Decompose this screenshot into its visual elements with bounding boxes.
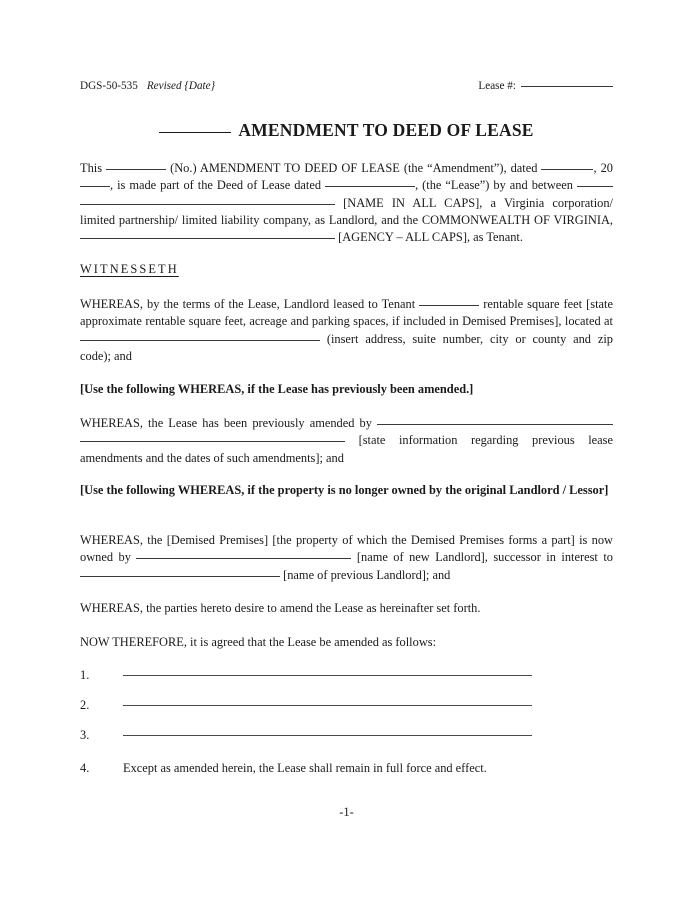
square-feet-blank[interactable] — [419, 305, 479, 306]
item-number: 1. — [80, 668, 90, 682]
page-title-text: AMENDMENT TO DEED OF LEASE — [238, 120, 534, 140]
document-header — [80, 80, 613, 92]
intro-seg-6: , (the “Lease”) by and between — [415, 178, 573, 193]
page-title — [80, 120, 613, 141]
whereas-paragraph-2 — [80, 415, 613, 467]
intro-seg-4: 20 — [600, 161, 613, 175]
year-blank[interactable] — [80, 186, 110, 187]
form-number-text: DGS-50-535 — [80, 80, 138, 92]
whereas1-seg-2: rentable square feet [state approximate rentable square feet, acreage and parking spaces, if included in Demised Premises], located at — [80, 297, 613, 329]
intro-seg-3: , — [593, 161, 597, 175]
lease-number-field — [478, 80, 613, 92]
instruction-note-1: [Use the following WHEREAS, if the Lease has previously been amended.] — [80, 382, 474, 396]
agency-name-blank[interactable] — [80, 238, 335, 239]
amendment-number-blank[interactable] — [106, 169, 166, 170]
intro-paragraph — [80, 160, 613, 246]
prior-amendment-blank-b[interactable] — [80, 441, 345, 442]
whereas1-seg-3: (insert address, suite number, city or county and zip code); and — [80, 331, 613, 363]
item-blank-line[interactable] — [123, 735, 532, 736]
item-number: 2. — [80, 698, 90, 712]
whereas3-seg-1: WHEREAS, the [Demised Premises] [the property of which the Demised Premises forms a part] is now owned by — [80, 533, 613, 565]
instruction-note-2: [Use the following WHEREAS, if the property is no longer owned by the original Landlord / Lessor] — [80, 483, 609, 497]
whereas2-seg-1: WHEREAS, the Lease has been previously amended by — [80, 416, 372, 430]
whereas2-seg-2: [state information regarding previous lease amendments and the dates of such amendments]; and — [80, 433, 613, 465]
lease-number-label: Lease #: — [478, 80, 516, 92]
intro-seg-1: This — [80, 161, 103, 175]
landlord-name-blank[interactable] — [80, 204, 335, 205]
whereas3-seg-3: [name of previous Landlord]; and — [283, 567, 451, 582]
whereas-paragraph-3 — [80, 532, 613, 584]
intro-seg-7: [NAME IN ALL CAPS], a Virginia corporation/ limited partnership/ limited liability company, as Landlord, and the COMMONWEALTH OF VIRGINIA, — [80, 195, 613, 227]
now-therefore-paragraph: NOW THEREFORE, it is agreed that the Lease be amended as follows: — [80, 635, 437, 649]
lease-date-blank[interactable] — [325, 186, 415, 187]
item-number: 4. — [80, 761, 90, 775]
amendment-items-list — [80, 668, 613, 776]
title-blank[interactable] — [159, 132, 231, 133]
item-blank-line[interactable] — [123, 705, 532, 706]
intro-seg-5: , is made part of the Deed of Lease dated — [110, 178, 322, 193]
revised-date-text: Revised {Date} — [146, 80, 216, 92]
witnesseth-heading: WITNESSETH — [80, 262, 179, 276]
list-item — [80, 728, 613, 758]
intro-seg-8: [AGENCY – ALL CAPS], as Tenant. — [338, 230, 523, 245]
whereas-paragraph-4: WHEREAS, the parties hereto desire to amend the Lease as hereinafter set forth. — [80, 601, 481, 615]
whereas-paragraph-1 — [80, 296, 613, 365]
item-number: 3. — [80, 728, 90, 742]
new-landlord-blank[interactable] — [136, 558, 351, 559]
previous-landlord-blank[interactable] — [80, 576, 280, 577]
address-blank[interactable] — [80, 340, 320, 341]
item-text: Except as amended herein, the Lease shall remain in full force and effect. — [123, 761, 487, 775]
whereas3-seg-2: [name of new Landlord], successor in interest to — [356, 550, 613, 565]
whereas1-seg-1: WHEREAS, by the terms of the Lease, Landlord leased to Tenant — [80, 297, 416, 311]
lease-number-blank[interactable] — [521, 86, 613, 87]
page-number-footer: -1- — [339, 805, 354, 819]
item-blank-line[interactable] — [123, 675, 532, 676]
prior-amendment-blank-a[interactable] — [377, 424, 613, 425]
list-item — [80, 698, 613, 728]
party-blank-short[interactable] — [577, 186, 613, 187]
list-item — [80, 668, 613, 698]
form-number — [80, 80, 215, 92]
intro-seg-2: (No.) AMENDMENT TO DEED OF LEASE (the “Amendment”), dated — [170, 161, 538, 175]
amendment-date-blank[interactable] — [541, 169, 593, 170]
list-item — [80, 761, 613, 776]
